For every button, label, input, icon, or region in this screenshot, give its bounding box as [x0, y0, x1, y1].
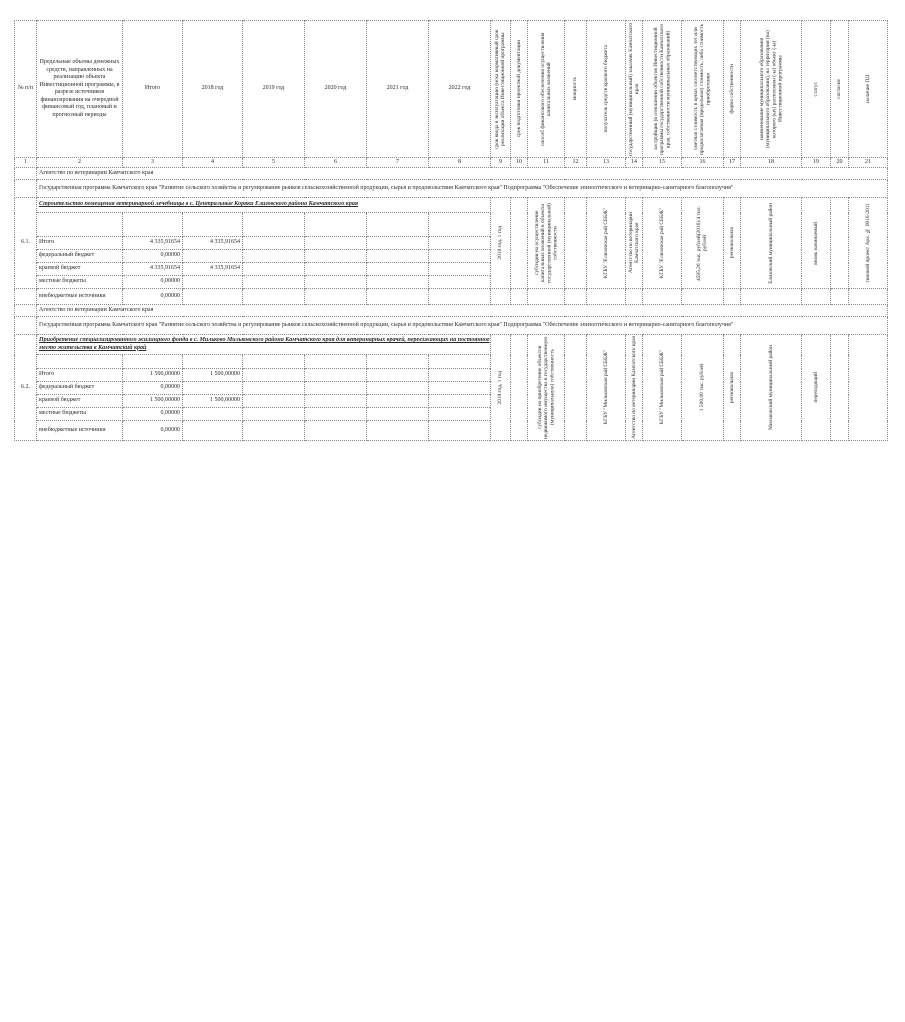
- object-row: [15, 335, 888, 355]
- program-name: Государственная программа Камчатского края "Развитие сельского хозяйства и регулирование рынков сельскохозяйственной продукции, сырья и продовольствия Камчатского края" Подпрограмма "Обеспечение эпизоотического и ветеринарно-санитарного благополучия": [37, 317, 888, 335]
- program-name: Государственная программа Камчатского края "Развитие сельского хозяйства и регулирование рынков сельскохозяйственной продукции, сырья и продовольствия Камчатского края" Подпрограмма "Обеспечение эпизоотического и ветеринарно-санитарного благополучия": [37, 180, 888, 198]
- column-number: 13: [587, 158, 626, 168]
- column-number: 9: [491, 158, 511, 168]
- agency-name: Агентство по ветеринарии Камчатского края: [37, 168, 888, 180]
- commissioning-period: 2018 год, 1 год: [491, 335, 511, 441]
- header-recipient: получатель средств краевого бюджета: [587, 21, 626, 158]
- program-row: [15, 317, 888, 335]
- funding-source: краевой бюджет: [37, 395, 123, 408]
- funding-total: 4 335,91654: [123, 237, 183, 250]
- municipality: Мильковский муниципальный район: [741, 335, 802, 441]
- column-number: 16: [682, 158, 724, 168]
- agency-name: Агентство по ветеринарии Камчатского края: [37, 305, 888, 317]
- funding-total: 0,00000: [123, 289, 183, 305]
- program-row: [15, 180, 888, 198]
- funding-2018: 1 500,00000: [183, 369, 243, 382]
- customer: Агентство по ветеринарии Камчатского края: [626, 198, 643, 289]
- header-2022: 2022 год: [429, 21, 491, 158]
- header-financing-method: способ финансового обеспечения осуществления капитальных вложений: [528, 21, 565, 158]
- funding-2018: 1 500,00000: [183, 395, 243, 408]
- funding-total: 0,00000: [123, 382, 183, 395]
- investment-program-table-sheet: [14, 20, 887, 475]
- estimated-cost: 1 500,00 тыс. рублей: [682, 335, 724, 441]
- funding-source: Итого: [37, 369, 123, 382]
- funding-2018: 4 335,91654: [183, 237, 243, 250]
- funding-source: местные бюджеты: [37, 276, 123, 289]
- funding-total: 4 335,91654: [123, 263, 183, 276]
- funding-2018: 4 335,91654: [183, 263, 243, 276]
- funding-source: краевой бюджет: [37, 263, 123, 276]
- customer: Агентство по ветеринарии Камчатского края: [626, 335, 643, 441]
- header-number: № п/п: [15, 21, 37, 158]
- column-number: 19: [802, 158, 831, 168]
- funding-total: 0,00000: [123, 250, 183, 263]
- column-number: 3: [123, 158, 183, 168]
- status: вновь начинаемый: [802, 198, 831, 289]
- ownership-form: региональная: [724, 198, 741, 289]
- header-2018: 2018 год: [183, 21, 243, 158]
- investment-program-table: [14, 20, 888, 441]
- header-status: статус: [802, 21, 831, 158]
- object-row: [15, 198, 888, 213]
- item-number: 6.2.: [15, 335, 37, 441]
- header-row: [15, 21, 888, 158]
- header-consent: согласие: [831, 21, 849, 158]
- funding-2018: [183, 289, 243, 305]
- item-number: 6.1.: [15, 198, 37, 289]
- header-municipality: наименование муниципального образования (муниципального образования), на территории (на) которого (ых) расположен (-ы) объект (-ы) Инвестиционной программы: [741, 21, 802, 158]
- status: переходящий: [802, 335, 831, 441]
- header-design-period: срок подготовки проектной документации: [511, 21, 528, 158]
- column-number: 15: [643, 158, 682, 168]
- header-ownership-form: форма собственности: [724, 21, 741, 158]
- developer: КГБУ "Мильковская рай СББЖ": [643, 335, 682, 441]
- funding-total: 1 500,00000: [123, 395, 183, 408]
- funding-source: федеральный бюджет: [37, 382, 123, 395]
- agency-row: [15, 305, 888, 317]
- funding-total: 1 500,00000: [123, 369, 183, 382]
- municipality: Елизовский муниципальный район: [741, 198, 802, 289]
- funding-total: 0,00000: [123, 276, 183, 289]
- header-capacity: мощность: [565, 21, 587, 158]
- developer: КГБУ "Елизовская рай СББЖ": [643, 198, 682, 289]
- header-customer: государственный (муниципальный) заказчик Камчатского края: [626, 21, 643, 158]
- column-number: 17: [724, 158, 741, 168]
- funding-2018: [183, 408, 243, 421]
- funding-2018: [183, 276, 243, 289]
- funding-2018: [183, 421, 243, 441]
- header-design-docs: наличие ПД: [849, 21, 888, 158]
- funding-2018: [183, 250, 243, 263]
- funding-source: федеральный бюджет: [37, 250, 123, 263]
- column-number: 8: [429, 158, 491, 168]
- recipient: КГБУ "Елизовская рай СББЖ": [587, 198, 626, 289]
- column-number: 5: [243, 158, 305, 168]
- financing-method: субсидии на осуществление капитальных вложений в объекты государственной (муниципальной) собственности: [528, 198, 565, 289]
- header-2021: 2021 год: [367, 21, 429, 158]
- object-name: Приобретение специализированного жилищного фонда в с. Мильково Мильковского района Камчатского края для ветеринарных врачей, переезжающих на постоянное место жительства в Камчатский край: [37, 335, 491, 355]
- funding-source: внебюджетные источники: [37, 421, 123, 441]
- funding-2018: [183, 382, 243, 395]
- column-number: 21: [849, 158, 888, 168]
- ownership-form: региональная: [724, 335, 741, 441]
- header-2019: 2019 год: [243, 21, 305, 158]
- financing-method: субсидии на приобретение объектов недвижимого имущества в государственную (муниципальную) собственность: [528, 335, 565, 441]
- column-number: 11: [528, 158, 565, 168]
- design-docs: [849, 335, 888, 441]
- header-commissioning-period: срок ввода в эксплуатацию (иска нормативный срок реализации объекта Инвестиционной программы: [491, 21, 511, 158]
- recipient: КГБУ "Мильковская рай СББЖ": [587, 335, 626, 441]
- funding-source: внебюджетные источники: [37, 289, 123, 305]
- header-total: Итого: [123, 21, 183, 158]
- header-2020: 2020 год: [305, 21, 367, 158]
- commissioning-period: 2018 год, 1 год: [491, 198, 511, 289]
- header-developer: застройщик (в отношении объектов Инвестиционной программы государственной собственности Камчатского края, собственности муниципальных образований): [643, 21, 682, 158]
- column-number: 1: [15, 158, 37, 168]
- estimated-cost: 4595,26 тыс. рублей(2016)/4 тыс. рублей: [682, 198, 724, 289]
- column-number: 10: [511, 158, 528, 168]
- column-number: 7: [367, 158, 429, 168]
- column-number: 18: [741, 158, 802, 168]
- column-number: 12: [565, 158, 587, 168]
- column-number: 6: [305, 158, 367, 168]
- funding-source: местные бюджеты: [37, 408, 123, 421]
- funding-row: [15, 289, 888, 305]
- header-estimated-cost: сметная стоимость в ценах соответствующих лет или предполагаемая (предельная) стоимость, либо стоимость приобретения: [682, 21, 724, 158]
- column-number: 20: [831, 158, 849, 168]
- design-docs: типовой проект Арх. № 0016-2011: [849, 198, 888, 289]
- column-number: 14: [626, 158, 643, 168]
- header-funding-limits: Предельные объемы денежных средств, направленных на реализацию объекта Инвестиционной программы, в разрезе источников финансирования на очередной финансовый год, плановый и прогнозный периоды: [37, 21, 123, 158]
- funding-total: 0,00000: [123, 421, 183, 441]
- column-number: 4: [183, 158, 243, 168]
- funding-source: Итого: [37, 237, 123, 250]
- agency-row: [15, 168, 888, 180]
- funding-total: 0,00000: [123, 408, 183, 421]
- column-numbers-row: [15, 158, 888, 168]
- object-name: Строительство помещения ветеринарной лечебницы в с. Центральные Коряки Елизовского района Камчатского края: [37, 198, 491, 213]
- column-number: 2: [37, 158, 123, 168]
